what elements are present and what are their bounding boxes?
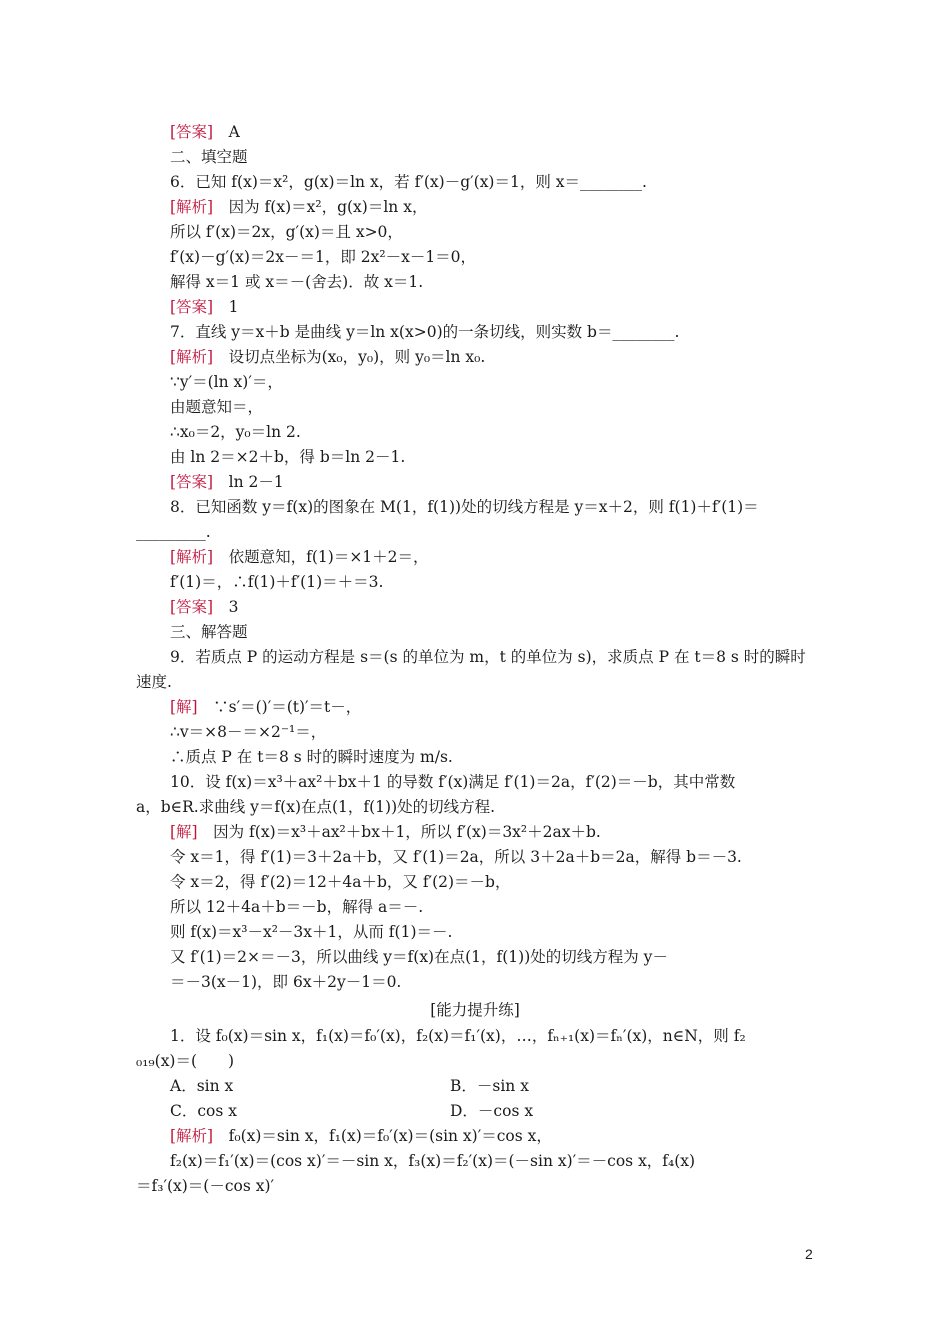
text-line: f′(x)－g′(x)＝2x－＝1，即 2x²－x－1＝0， [170, 248, 477, 266]
text-line: ₀₁₉(x)＝( ) [136, 1052, 235, 1070]
solution-line: [解] ∵s′＝()′＝(t)′＝t－， [170, 698, 362, 716]
text-line: 解得 x＝1 或 x＝－(舍去)．故 x＝1. [170, 273, 424, 291]
option-a: A．sin x [170, 1077, 234, 1095]
blank-line: _________. [136, 523, 211, 541]
analysis-tag: [解析] [170, 348, 214, 366]
answer-tag: [答案] [170, 298, 214, 316]
analysis-line: [解析] f₀(x)＝sin x，f₁(x)＝f₀′(x)＝(sin x)′＝cos x， [170, 1127, 552, 1145]
analysis-tag: [解析] [170, 1127, 214, 1145]
text-line: ∵y′＝(ln x)′＝， [170, 373, 283, 391]
answer-tag: [答案] [170, 123, 214, 141]
section-heading-solve: 三、解答题 [170, 623, 248, 641]
text-line: 所以 f′(x)＝2x，g′(x)＝且 x>0， [170, 223, 403, 241]
text-line: 又 f′(1)＝2×＝－3，所以曲线 y＝f(x)在点(1，f(1))处的切线方程为 y－ [170, 948, 668, 966]
text-line: f₂(x)＝f₁′(x)＝(cos x)′＝－sin x，f₃(x)＝f₂′(x)＝(－sin x)′＝－cos x，f₄(x) [170, 1152, 696, 1170]
text-line: 所以 12＋4a＋b＝－b，解得 a＝－. [170, 898, 424, 916]
section-title-advanced: [能力提升练] [430, 1001, 520, 1019]
options-row-1 [170, 1076, 529, 1096]
text-line: ＝f₃′(x)＝(－cos x)′ [136, 1177, 275, 1195]
answer-tag: [答案] [170, 598, 214, 616]
solution-line: [解] 因为 f(x)＝x³＋ax²＋bx＋1，所以 f′(x)＝3x²＋2ax＋b. [170, 823, 601, 841]
text-line: ∴v＝×8－＝×2⁻¹＝， [170, 723, 327, 741]
text-line: ∴x₀＝2，y₀＝ln 2. [170, 423, 301, 441]
question-9: 9．若质点 P 的运动方程是 s＝(s 的单位为 m，t 的单位为 s)，求质点 P 在 t＝8 s 时的瞬时 [170, 648, 806, 666]
option-b: B．－sin x [450, 1077, 529, 1095]
analysis-tag: [解析] [170, 198, 214, 216]
text-line: 由题意知＝， [170, 398, 264, 416]
text-line: f′(1)＝，∴f(1)＋f′(1)＝＋＝3. [170, 573, 384, 591]
answer-tag: [答案] [170, 473, 214, 491]
section-heading-fill: 二、填空题 [170, 148, 248, 166]
analysis-line: [解析] 设切点坐标为(x₀，y₀)，则 y₀＝ln x₀. [170, 348, 486, 366]
page-number: 2 [805, 1246, 813, 1262]
text-line: 则 f(x)＝x³－x²－3x＋1，从而 f(1)＝－. [170, 923, 453, 941]
answer-line-7: [答案] ln 2－1 [170, 473, 284, 491]
answer-line-5: [答案] A [170, 123, 240, 141]
options-row-2 [170, 1101, 534, 1121]
analysis-tag: [解析] [170, 548, 214, 566]
question-10: 10．设 f(x)＝x³＋ax²＋bx＋1 的导数 f′(x)满足 f′(1)＝2a，f′(2)＝－b，其中常数 [170, 773, 736, 791]
text-line: ＝－3(x－1)，即 6x＋2y－1＝0. [170, 973, 402, 991]
advanced-question-1: 1．设 f₀(x)＝sin x，f₁(x)＝f₀′(x)，f₂(x)＝f₁′(x)，…，fₙ₊₁(x)＝fₙ′(x)，n∈N，则 f₂ [170, 1027, 746, 1045]
answer-line-6: [答案] 1 [170, 298, 239, 316]
option-c: C．cos x [170, 1102, 237, 1120]
solution-tag: [解] [170, 698, 198, 716]
question-7: 7．直线 y＝x＋b 是曲线 y＝ln x(x>0)的一条切线，则实数 b＝________. [170, 323, 680, 341]
analysis-line: [解析] 因为 f(x)＝x²，g(x)＝ln x， [170, 198, 428, 216]
solution-tag: [解] [170, 823, 198, 841]
option-d: D．－cos x [450, 1102, 534, 1120]
question-6: 6．已知 f(x)＝x²，g(x)＝ln x，若 f′(x)－g′(x)＝1，则 x＝________. [170, 173, 647, 191]
text-line: a，b∈R.求曲线 y＝f(x)在点(1，f(1))处的切线方程. [136, 798, 496, 816]
answer-line-8: [答案] 3 [170, 598, 239, 616]
text-line: 速度. [136, 673, 172, 691]
question-8: 8．已知函数 y＝f(x)的图象在 M(1，f(1))处的切线方程是 y＝x＋2，则 f(1)＋f′(1)＝ [170, 498, 759, 516]
text-line: ∴质点 P 在 t＝8 s 时的瞬时速度为 m/s. [170, 748, 453, 766]
text-line: 令 x＝1，得 f′(1)＝3＋2a＋b，又 f′(1)＝2a，所以 3＋2a＋b＝2a，解得 b＝－3. [170, 848, 742, 866]
analysis-line: [解析] 依题意知，f(1)＝×1＋2＝， [170, 548, 429, 566]
text-line: 由 ln 2＝×2＋b，得 b＝ln 2－1. [170, 448, 406, 466]
text-line: 令 x＝2，得 f′(2)＝12＋4a＋b，又 f′(2)＝－b， [170, 873, 511, 891]
